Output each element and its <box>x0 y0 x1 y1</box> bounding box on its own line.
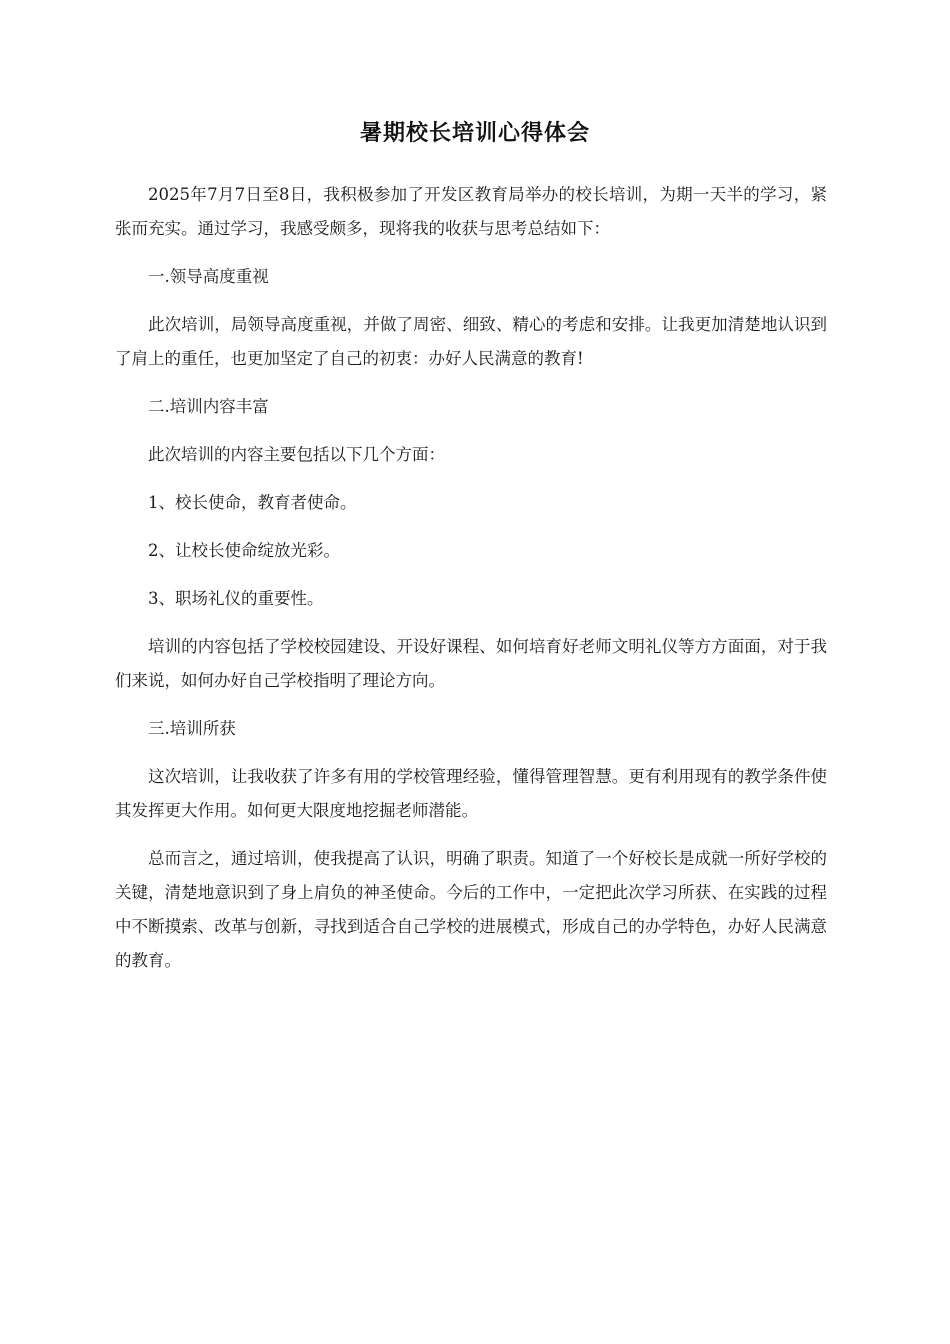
section-heading-1: 一.领导高度重视 <box>148 267 269 286</box>
document-body <box>115 178 827 992</box>
section-1-paragraph: 此次培训，局领导高度重视，并做了周密、细致、精心的考虑和安排。让我更加清楚地认识到了肩上的重任，也更加坚定了自己的初衷：办好人民满意的教育! <box>115 315 827 368</box>
list-item: 1、校长使命，教育者使命。 <box>148 493 357 512</box>
list-item: 3、职场礼仪的重要性。 <box>148 589 324 608</box>
section-2-paragraph: 培训的内容包括了学校校园建设、开设好课程、如何培育好老师文明礼仪等方方面面，对于我们来说，如何办好自己学校指明了理论方向。 <box>115 637 827 690</box>
section-heading-3: 三.培训所获 <box>148 719 236 738</box>
list-item: 2、让校长使命绽放光彩。 <box>148 541 340 560</box>
section-3-paragraph: 这次培训，让我收获了许多有用的学校管理经验，懂得管理智慧。更有利用现有的教学条件使其发挥更大作用。如何更大限度地挖掘老师潜能。 <box>115 767 827 820</box>
conclusion-paragraph: 总而言之，通过培训，使我提高了认识，明确了职责。知道了一个好校长是成就一所好学校的关键，清楚地意识到了身上肩负的神圣使命。今后的工作中，一定把此次学习所获、在实践的过程中不断摸索、改革与创新，寻找到适合自己学校的进展模式，形成自己的办学特色，办好人民满意的教育。 <box>115 849 827 970</box>
document-title: 暑期校长培训心得体会 <box>359 121 590 146</box>
intro-paragraph: 2025年7月7日至8日，我积极参加了开发区教育局举办的校长培训，为期一天半的学习，紧张而充实。通过学习，我感受颇多，现将我的收获与思考总结如下： <box>115 185 827 238</box>
section-2-lead: 此次培训的内容主要包括以下几个方面： <box>148 445 445 464</box>
section-heading-2: 二.培训内容丰富 <box>148 397 269 416</box>
